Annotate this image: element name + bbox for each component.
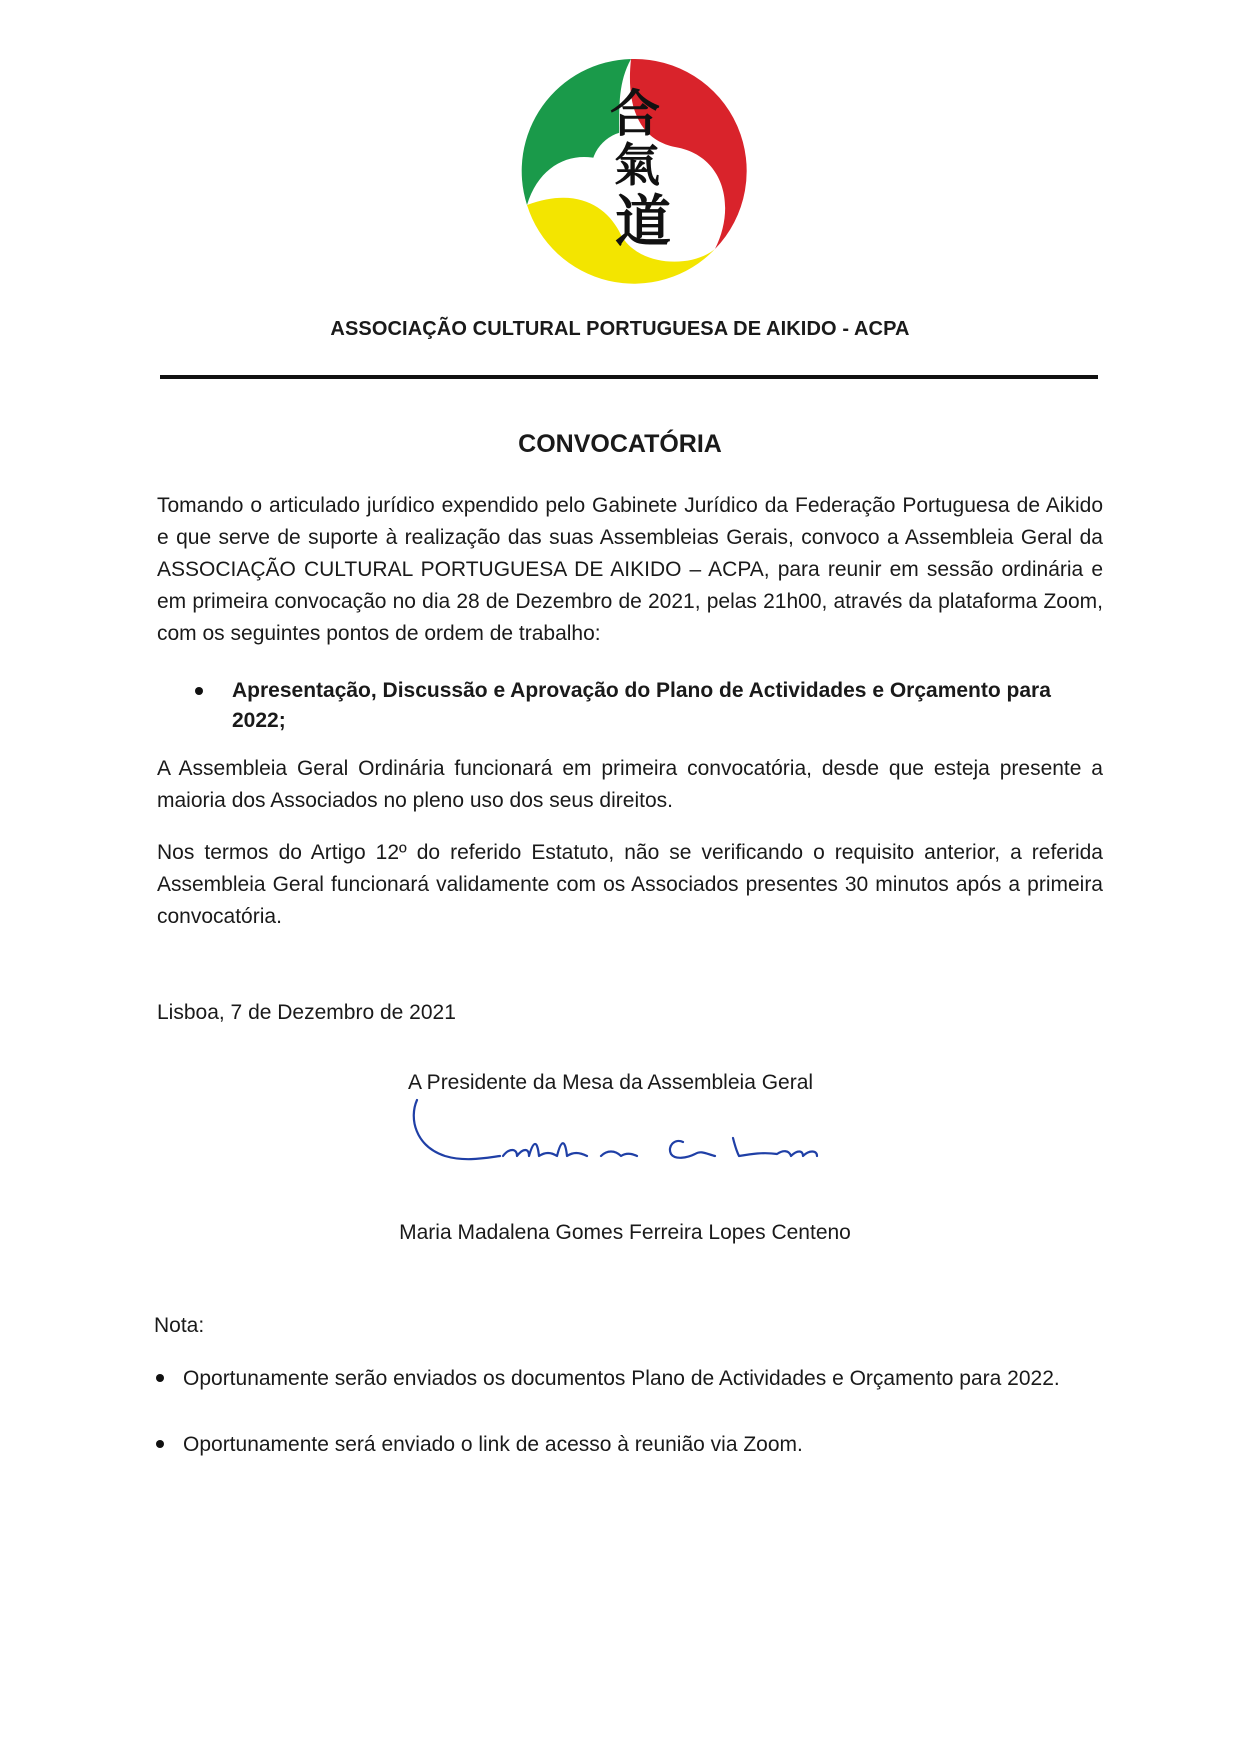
bullet-icon [156,1374,164,1382]
notes-label: Nota: [154,1314,205,1337]
acpa-logo [515,55,747,287]
signatory-name: Maria Madalena Gomes Ferreira Lopes Centeno [399,1221,851,1244]
signatory-role: A Presidente da Mesa da Assembleia Geral [408,1071,814,1094]
kanji-ai: 合 [610,85,660,143]
organization-name: ASSOCIAÇÃO CULTURAL PORTUGUESA DE AIKIDO - ACPA [330,318,910,340]
kanji-do: 道 [615,190,671,255]
place-date: Lisboa, 7 de Dezembro de 2021 [157,1001,456,1024]
note-item: Oportunamente será enviado o link de acesso à reunião via Zoom. [183,1433,803,1456]
bullet-icon [195,687,203,695]
kanji-ki: 氣 [614,138,660,192]
header-divider [160,375,1098,379]
handwritten-signature [405,1098,835,1180]
convocation-paragraph: Tomando o articulado jurídico expendido pelo Gabinete Jurídico da Federação Portuguesa de Aikido e que serve de suporte à realização das suas Assembleias Gerais, convoco a Assembleia Geral da ASSOCIAÇÃO CULTURAL PORTUGUESA DE AIKIDO – ACPA, para reunir em sessão ordinária e em primeira convocação no dia 28 de Dezembro de 2021, pelas 21h00, através da plataforma Zoom, com os seguintes pontos de ordem de trabalho: [157,494,1103,645]
quorum-paragraph: A Assembleia Geral Ordinária funcionará em primeira convocatória, desde que esteja presente a maioria dos Associados no pleno uso dos seus direitos. [157,757,1103,812]
note-item: Oportunamente serão enviados os documentos Plano de Actividades e Orçamento para 2022. [183,1367,1060,1390]
agenda-item: Apresentação, Discussão e Aprovação do Plano de Actividades e Orçamento para 2022; [232,679,1051,732]
bullet-icon [156,1440,164,1448]
second-call-paragraph: Nos termos do Artigo 12º do referido Estatuto, não se verificando o requisito anterior, a referida Assembleia Geral funcionará validamente com os Associados presentes 30 minutos após a primeira convocatória. [157,841,1103,928]
document-title: CONVOCATÓRIA [518,430,722,458]
